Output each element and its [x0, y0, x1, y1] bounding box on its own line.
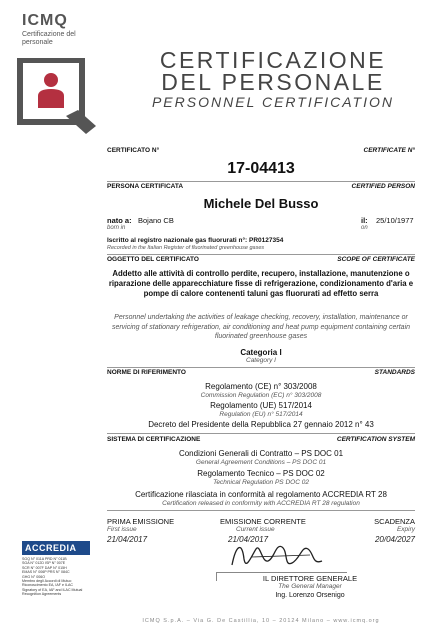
signature-title-en: The General Manager [278, 583, 342, 590]
divider [107, 254, 415, 255]
accredia-line: SGQ N° 011A PRD N° 011B [22, 557, 67, 561]
reference-1-en: Commission Regulation (EC) n° 303/2008 [200, 392, 322, 399]
first-issue-date: 21/04/2017 [107, 535, 148, 544]
accredia-line: EMAS N° 006P PRS N° 084C [22, 570, 70, 575]
accredia-line: SGA N° 012D ISP N° 007E [22, 561, 66, 566]
scope-text-en: Personnel undertaking the activities of leakage checking, recovery, installation, maintenance or servicing of stationary refrigeration, air conditioning and heat pump equipment containing certain fluorinated greenhouse gases [111, 314, 411, 340]
divider [107, 433, 415, 434]
logo-subtitle: Certificazione del personale [22, 31, 76, 46]
person-label-en: CERTIFIED PERSON [351, 183, 415, 190]
register-text: Iscritto al registro nazionale gas fluorurati n°: PR0127354 [107, 237, 284, 244]
references-label-en: STANDARDS [374, 369, 415, 376]
expiry-date: 20/04/2027 [374, 535, 415, 544]
birthplace: Bojano CB [138, 216, 174, 225]
accredia-logo: ACCREDIA [22, 541, 90, 555]
birthdate: 25/10/1977 [376, 216, 414, 225]
system-3: Certificazione rilasciata in conformità al regolamento ACCREDIA RT 28 [135, 490, 387, 499]
certificate-label: CERTIFICATO N° [107, 147, 160, 154]
page-title-line2: DEL PERSONALE [161, 69, 385, 95]
first-issue-label-en: First issue [107, 526, 137, 533]
system-label: SISTEMA DI CERTIFICAZIONE [107, 436, 201, 443]
category-en: Category I [246, 357, 276, 364]
expiry-label: SCADENZA [374, 517, 415, 526]
expiry-label-en: Expiry [396, 526, 415, 533]
system-label-en: CERTIFICATION SYSTEM [336, 436, 415, 443]
signature-title: IL DIRETTORE GENERALE [262, 574, 358, 583]
divider [107, 367, 415, 368]
signature-scribble [222, 535, 332, 575]
birthdate-label-en: on [361, 225, 368, 231]
page-title-en: PERSONNEL CERTIFICATION [151, 94, 395, 110]
reference-2-en: Regulation (EU) n° 517/2014 [219, 411, 303, 418]
current-issue-date: 21/04/2017 [228, 535, 269, 544]
scope-label-en: SCOPE OF CERTIFICATE [337, 256, 415, 263]
born-label: nato a: [107, 216, 132, 225]
divider [107, 181, 415, 182]
register-text-en: Recorded in the Italian Register of fluorinated greenhouse gases [107, 245, 265, 251]
born-label-en: born in [107, 225, 126, 231]
reference-1: Regolamento (CE) n° 303/2008 [205, 382, 317, 391]
system-2-en: Technical Regulation PS DOC 02 [213, 479, 309, 486]
scope-label: OGGETTO DEL CERTIFICATO [107, 256, 199, 263]
category: Categoria I [240, 348, 282, 357]
divider [107, 510, 415, 511]
reference-2: Regolamento (UE) 517/2014 [210, 401, 312, 410]
accredia-line: Membro degli Accordi di Mutuo Riconoscimento EA, IAF e ILAC [22, 579, 73, 588]
certificate-number: 17-04413 [227, 160, 295, 177]
certificate-label-en: CERTIFICATE N° [363, 147, 415, 154]
person-label: PERSONA CERTIFICATA [107, 183, 184, 190]
accredia-line: Signatory of EA, IAF and ILAC Mutual Recognition Agreements [22, 587, 83, 597]
person-name: Michele Del Busso [203, 196, 319, 211]
first-issue-label: PRIMA EMISSIONE [107, 517, 175, 526]
system-3-en: Certification released in conformity with ACCREDIA RT 28 regulation [162, 500, 360, 507]
scope-text: Addetto alle attività di controllo perdite, recupero, installazione, manutenzione o riparazione delle apparecchiature fisse di refrigerazione, condizionamento d'aria e pompe di calore contenenti taluni gas fluorurati ad effetto serra [108, 269, 414, 298]
references-label: NORME DI RIFERIMENTO [107, 369, 186, 376]
system-1-en: General Agreement Conditions – PS DOC 01 [195, 459, 327, 466]
reference-3: Decreto del Presidente della Repubblica 27 gennaio 2012 n° 43 [148, 420, 374, 429]
accreditation-card [22, 541, 90, 613]
system-1: Condizioni Generali di Contratto – PS DOC 01 [178, 449, 344, 458]
page-title: CERTIFICAZIONE [159, 47, 387, 73]
accredia-line: GHG N° 006O [22, 574, 46, 579]
footer-address: ICMQ S.p.A. – Via G. De Castillia, 10 – 20124 Milano – www.icmq.org [142, 618, 380, 624]
signature-name: Ing. Lorenzo Orsenigo [275, 592, 345, 599]
accredia-line: SCR N° 007F DAP N° 015H [22, 565, 67, 570]
birthdate-label: il: [361, 216, 368, 225]
accredia-details [22, 557, 90, 597]
system-2: Regolamento Tecnico – PS DOC 02 [197, 469, 325, 478]
person-certification-icon [16, 58, 102, 138]
current-issue-label-en: Current issue [236, 526, 275, 533]
current-issue-label: EMISSIONE CORRENTE [220, 517, 306, 526]
logo-name: ICMQ [22, 12, 68, 29]
